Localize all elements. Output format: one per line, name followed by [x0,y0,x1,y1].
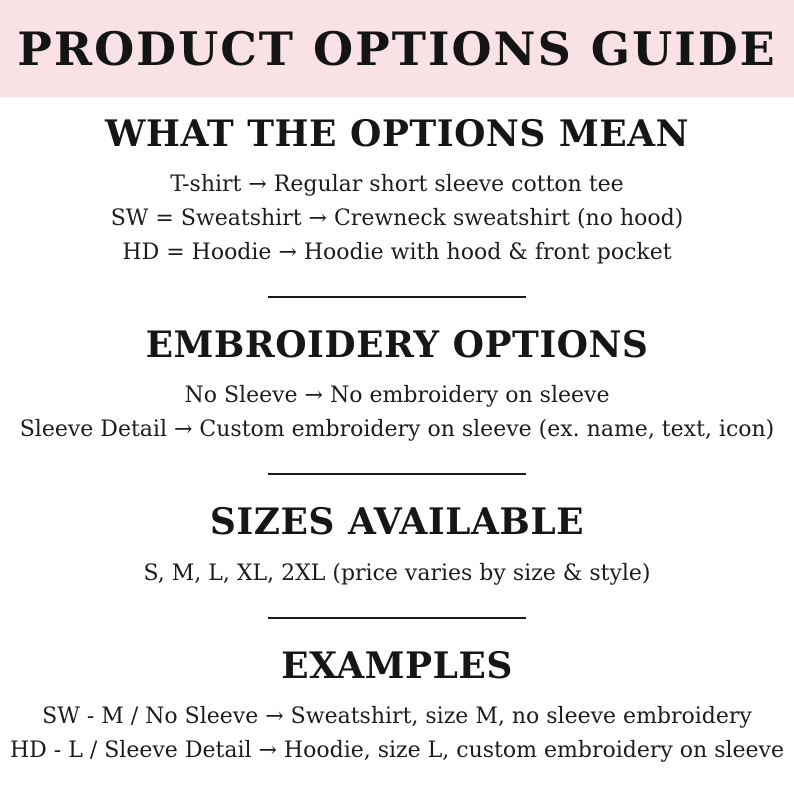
section-heading: WHAT THE OPTIONS MEAN [105,113,689,155]
section-embroidery-options [0,324,794,447]
page-title: PRODUCT OPTIONS GUIDE [17,21,777,76]
option-line-tshirt: T-shirt → Regular short sleeve cotton tee [170,172,624,198]
section-heading: EMBROIDERY OPTIONS [145,324,649,367]
example-line-hoodie: HD - L / Sleeve Detail → Hoodie, size L, custom embroidery on sleeve [9,737,785,763]
example-line-sweatshirt: SW - M / No Sleeve → Sweatshirt, size M, no sleeve embroidery [42,703,752,729]
section-divider [268,617,526,619]
option-line-hoodie: HD = Hoodie → Hoodie with hood & front pocket [122,240,672,266]
section-what-the-options-mean [0,113,794,270]
content [0,97,794,768]
sizes-line: S, M, L, XL, 2XL (price varies by size & style) [143,560,651,586]
option-line-sleeve-detail: Sleeve Detail → Custom embroidery on sleeve (ex. name, text, icon) [19,417,775,443]
section-divider [268,473,526,475]
header-band [0,0,794,97]
option-line-sweatshirt: SW = Sweatshirt → Crewneck sweatshirt (no hood) [110,206,684,232]
section-heading: EXAMPLES [281,644,513,687]
section-divider [268,296,526,298]
section-examples [0,645,794,768]
section-sizes-available [0,501,794,590]
section-heading: SIZES AVAILABLE [209,501,585,544]
option-line-no-sleeve: No Sleeve → No embroidery on sleeve [184,383,610,409]
